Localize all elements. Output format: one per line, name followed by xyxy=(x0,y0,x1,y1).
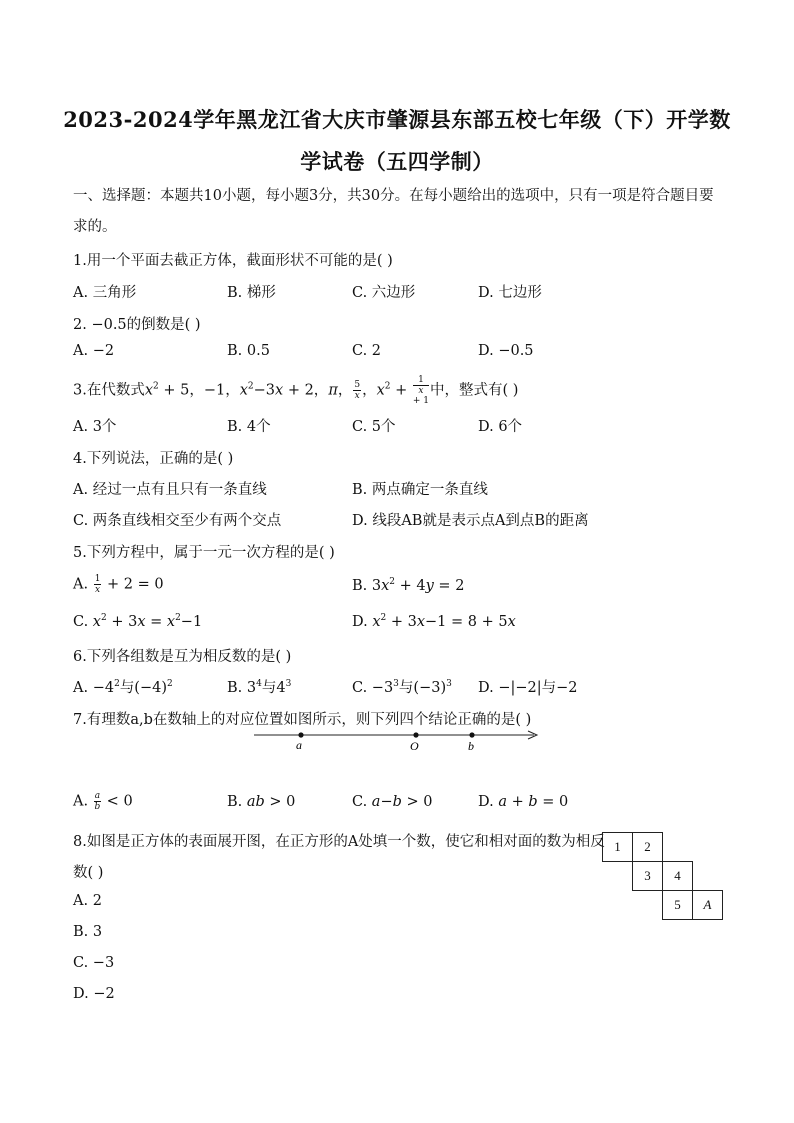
net-cell-2: 2 xyxy=(632,832,663,862)
net-cell-a: A xyxy=(692,890,723,920)
point-o-dot xyxy=(413,732,418,737)
q2-option-d: D. −0.5 xyxy=(478,343,534,359)
net-cell-1: 1 xyxy=(602,832,633,862)
q3-option-d: D. 6个 xyxy=(478,419,523,435)
q8-option-a: A. 2 xyxy=(73,893,102,909)
q3-stem-start: 3.在代数式 xyxy=(73,382,145,399)
q5-option-c: C. $x^2 + 3x = x^2-1$ xyxy=(73,613,203,630)
q6-option-a: A. $-4^2$与$(-4)^2$ xyxy=(73,679,173,696)
q5-option-b: B. $3x^2 + 4y = 2$ xyxy=(352,577,465,594)
q7-option-d: D. a + b = 0 xyxy=(478,794,569,810)
q4-stem: 4.下列说法，正确的是( ) xyxy=(73,451,234,467)
q8-option-b: B. 3 xyxy=(73,924,103,940)
q2-option-a: A. −2 xyxy=(73,343,115,359)
q3-stem: 3.在代数式$x^2 + 5$，−1，$x^2-3x + 2$，π， $\frac{5}{x}$ ，$x^2$ + 1 x + 1 中，整式有( ) xyxy=(73,375,519,406)
q2-option-b: B. 0.5 xyxy=(227,343,270,359)
q3-option-c: C. 5个 xyxy=(352,419,396,435)
cube-net-figure xyxy=(602,832,724,922)
point-b-dot xyxy=(469,732,474,737)
q5-option-d: D. $x^2 + 3x-1 = 8 + 5x$ xyxy=(352,613,516,630)
title-line-1: 2023-2024学年黑龙江省大庆市肇源县东部五校七年级（下）开学数 xyxy=(63,107,731,132)
q2-stem: 2. −0.5的倒数是( ) xyxy=(73,317,201,333)
q4-option-c: C. 两条直线相交至少有两个交点 xyxy=(73,513,282,529)
q3-stem-end: 中，整式有( ) xyxy=(430,382,519,399)
point-o-label: O xyxy=(410,739,419,753)
q1-option-b: B. 梯形 xyxy=(227,285,276,301)
q7-option-c: C. a−b > 0 xyxy=(352,794,433,810)
q1-stem: 1.用一个平面去截正方体，截面形状不可能的是( ) xyxy=(73,253,393,269)
q7-option-b: B. ab > 0 xyxy=(227,794,296,810)
q7-option-a: A. $\frac{a}{b}$ < 0 xyxy=(73,791,133,812)
point-b-label: b xyxy=(468,739,474,753)
q6-stem: 6.下列各组数是互为相反数的是( ) xyxy=(73,649,292,665)
net-cell-3: 3 xyxy=(632,861,663,891)
q3-option-b: B. 4个 xyxy=(227,419,271,435)
q8-option-c: C. −3 xyxy=(73,955,115,971)
q1-option-c: C. 六边形 xyxy=(352,285,416,301)
q5-stem: 5.下列方程中，属于一元一次方程的是( ) xyxy=(73,545,335,561)
q4-option-a: A. 经过一点有且只有一条直线 xyxy=(73,482,267,498)
q8-stem-line2: 数( ) xyxy=(73,865,104,881)
q8-stem-line1: 8.如图是正方体的表面展开图，在正方形的A处填一个数，使它和相对面的数为相反 xyxy=(73,834,605,850)
net-cell-4: 4 xyxy=(662,861,693,891)
q1-option-a: A. 三角形 xyxy=(73,285,137,301)
point-a-label: a xyxy=(296,738,302,752)
q5-option-a: A. $\frac{1}{x}$ + 2 = 0 xyxy=(73,574,164,595)
net-cell-5: 5 xyxy=(662,890,693,920)
q1-option-d: D. 七边形 xyxy=(478,285,542,301)
q6-option-c: C. $-3^3$与$(-3)^3$ xyxy=(352,679,452,696)
point-a-dot xyxy=(298,732,303,737)
q7-stem: 7.有理数a,b在数轴上的对应位置如图所示，则下列四个结论正确的是( ) xyxy=(73,712,532,728)
q8-option-d: D. −2 xyxy=(73,986,115,1002)
q6-option-d: D. −|−2|与−2 xyxy=(478,680,578,696)
title-line-2: 学试卷（五四学制） xyxy=(300,149,494,174)
q6-option-b: B. $3^4$与$4^3$ xyxy=(227,679,292,696)
section-header: 一、选择题：本题共10小题，每小题3分，共30分。在每小题给出的选项中，只有一项是符合题目要求的。 xyxy=(73,188,714,235)
q4-option-b: B. 两点确定一条直线 xyxy=(352,482,488,498)
number-line-figure xyxy=(252,722,552,762)
q3-option-a: A. 3个 xyxy=(73,419,117,435)
q4-option-d: D. 线段AB就是表示点A到点B的距离 xyxy=(352,513,589,529)
q2-option-c: C. 2 xyxy=(352,343,382,359)
